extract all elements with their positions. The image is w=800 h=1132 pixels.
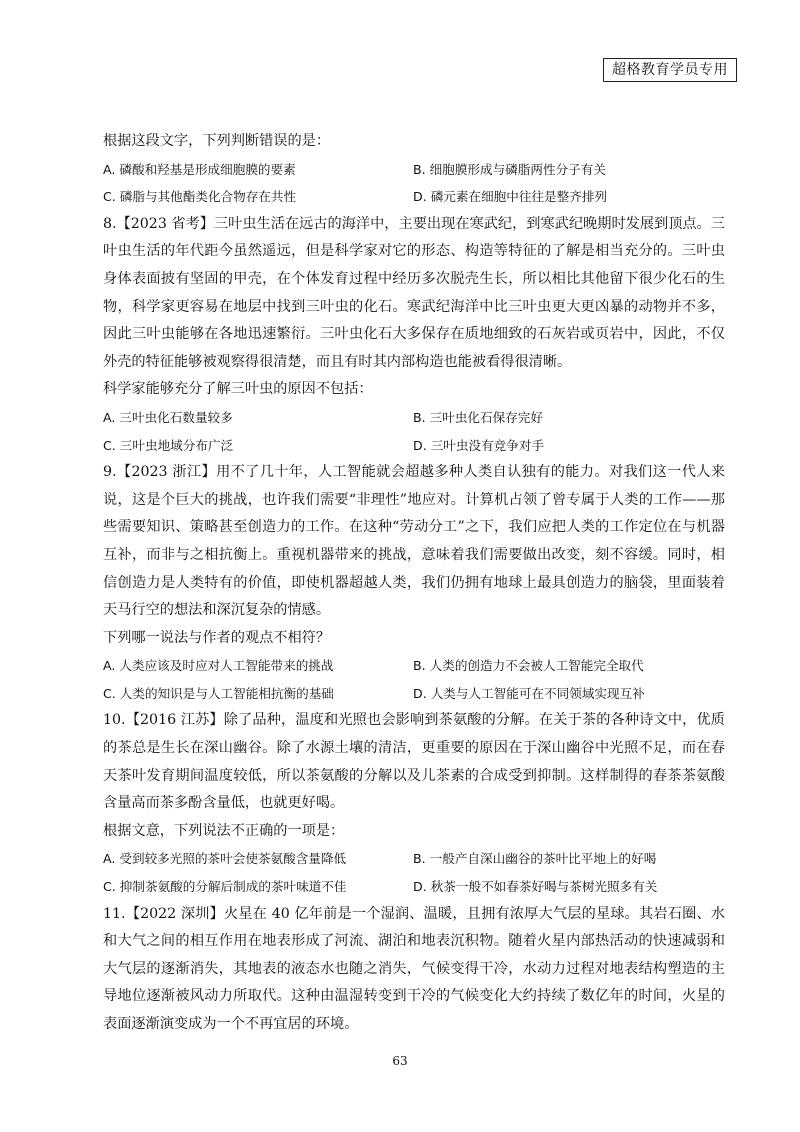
question-passage: 10.【2016 江苏】除了品种，温度和光照也会影响到茶氨酸的分解。在关于茶的各种诗文中，优质的茶总是生长在深山幽谷。除了水源土壤的清洁，更重要的原因在于深山幽谷中光照不足，而在春天茶叶发育期间温度较低，所以茶氨酸的分解以及儿茶素的合成受到抑制。这样制得的春茶茶氨酸含量高而茶多酚含量低，也就更好喝。 (103, 712, 725, 812)
question-block (103, 901, 725, 1039)
question-stem: 下列哪一说法与作者的观点不相符？ (103, 629, 331, 646)
option-d: D. 秋茶一般不如春茶好喝与茶树光照多有关 (413, 879, 658, 895)
page-number: 63 (392, 1054, 408, 1068)
option-c: C. 三叶虫地域分布广泛 (103, 437, 234, 453)
option-b: B. 人类的创造力不会被人工智能完全取代 (413, 658, 644, 674)
question-stem: 根据这段文字，下列判断错误的是： (103, 133, 331, 149)
option-b: B. 细胞膜形成与磷脂两性分子有关 (413, 161, 606, 177)
question-stem: 科学家能够充分了解三叶虫的原因不包括： (103, 381, 373, 398)
option-c: C. 磷脂与其他酯类化合物存在共性 (103, 189, 297, 205)
question-block (103, 128, 725, 211)
header-tag: 超格教育学员专用 (603, 58, 737, 82)
options-grid (103, 845, 725, 900)
option-a: A. 受到较多光照的茶叶会使茶氨酸含量降低 (103, 851, 347, 867)
option-a: A. 人类应该及时应对人工智能带来的挑战 (103, 658, 334, 674)
question-passage: 9.【2023 浙江】用不了几十年，人工智能就会超越多种人类自认独有的能力。对我们这一代人来说，这是个巨大的挑战，也许我们需要“非理性”地应对。计算机占领了曾专属于人类的工作——那些需要知识、策略甚至创造力的工作。在这种“劳动分工”之下，我们应把人类的工作定位在与机器互补，而非与之相抗衡上。重视机器带来的挑战，意味着我们需要做出改变，刻不容缓。同时，相信创造力是人类特有的价值，即使机器超越人类，我们仍拥有地球上最具创造力的脑袋，里面装着天马行空的想法和深沉复杂的情感。 (103, 464, 725, 619)
page-content (103, 128, 725, 1039)
question-block (103, 459, 725, 707)
options-grid (103, 404, 725, 459)
option-b: B. 一般产自深山幽谷的茶叶比平地上的好喝 (413, 851, 657, 867)
option-d: D. 三叶虫没有竞争对手 (413, 437, 545, 453)
option-c: C. 人类的知识是与人工智能相抗衡的基础 (103, 685, 334, 701)
options-grid (103, 156, 725, 211)
option-d: D. 人类与人工智能可在不同领域实现互补 (413, 685, 645, 701)
question-block (103, 707, 725, 900)
option-a: A. 三叶虫化石数量较多 (103, 409, 233, 425)
option-a: A. 磷酸和羟基是形成细胞膜的要素 (103, 161, 296, 177)
question-stem: 根据文意，下列说法不正确的一项是： (103, 822, 345, 839)
option-b: B. 三叶虫化石保存完好 (413, 409, 543, 425)
option-c: C. 抑制茶氨酸的分解后制成的茶叶味道不佳 (103, 879, 347, 895)
question-block (103, 211, 725, 459)
question-passage: 8.【2023 省考】三叶虫生活在远古的海洋中，主要出现在寒武纪，到寒武纪晚期时发展到顶点。三叶虫生活的年代距今虽然遥远，但是科学家对它的形态、构造等特征的了解是相当充分的。三叶虫身体表面披有坚固的甲壳，在个体发育过程中经历多次脱壳生长，所以相比其他留下很少化石的生物，科学家更容易在地层中找到三叶虫的化石。寒武纪海洋中比三叶虫更大更凶暴的动物并不多，因此三叶虫能够在各地迅速繁衍。三叶虫化石大多保存在质地细致的石灰岩或页岩中，因此，不仅外壳的特征能够被观察得很清楚，而且有时其内部构造也能被看得很清晰。 (103, 215, 725, 370)
question-passage: 11.【2022 深圳】火星在 40 亿年前是一个湿润、温暖，且拥有浓厚大气层的星球。其岩石圈、水和大气之间的相互作用在地表形成了河流、湖泊和地表沉积物。随着火星内部热活动的快速减弱和大气层的逐渐消失，其地表的液态水也随之消失，气候变得干冷，水动力过程对地表结构塑造的主导地位逐渐被风动力所取代。这种由温湿转变到干冷的气候变化大约持续了数亿年的时间，火星的表面逐渐演变成为一个不再宜居的环境。 (103, 905, 725, 1032)
option-d: D. 磷元素在细胞中往往是整齐排列 (413, 189, 608, 205)
options-grid (103, 652, 725, 707)
